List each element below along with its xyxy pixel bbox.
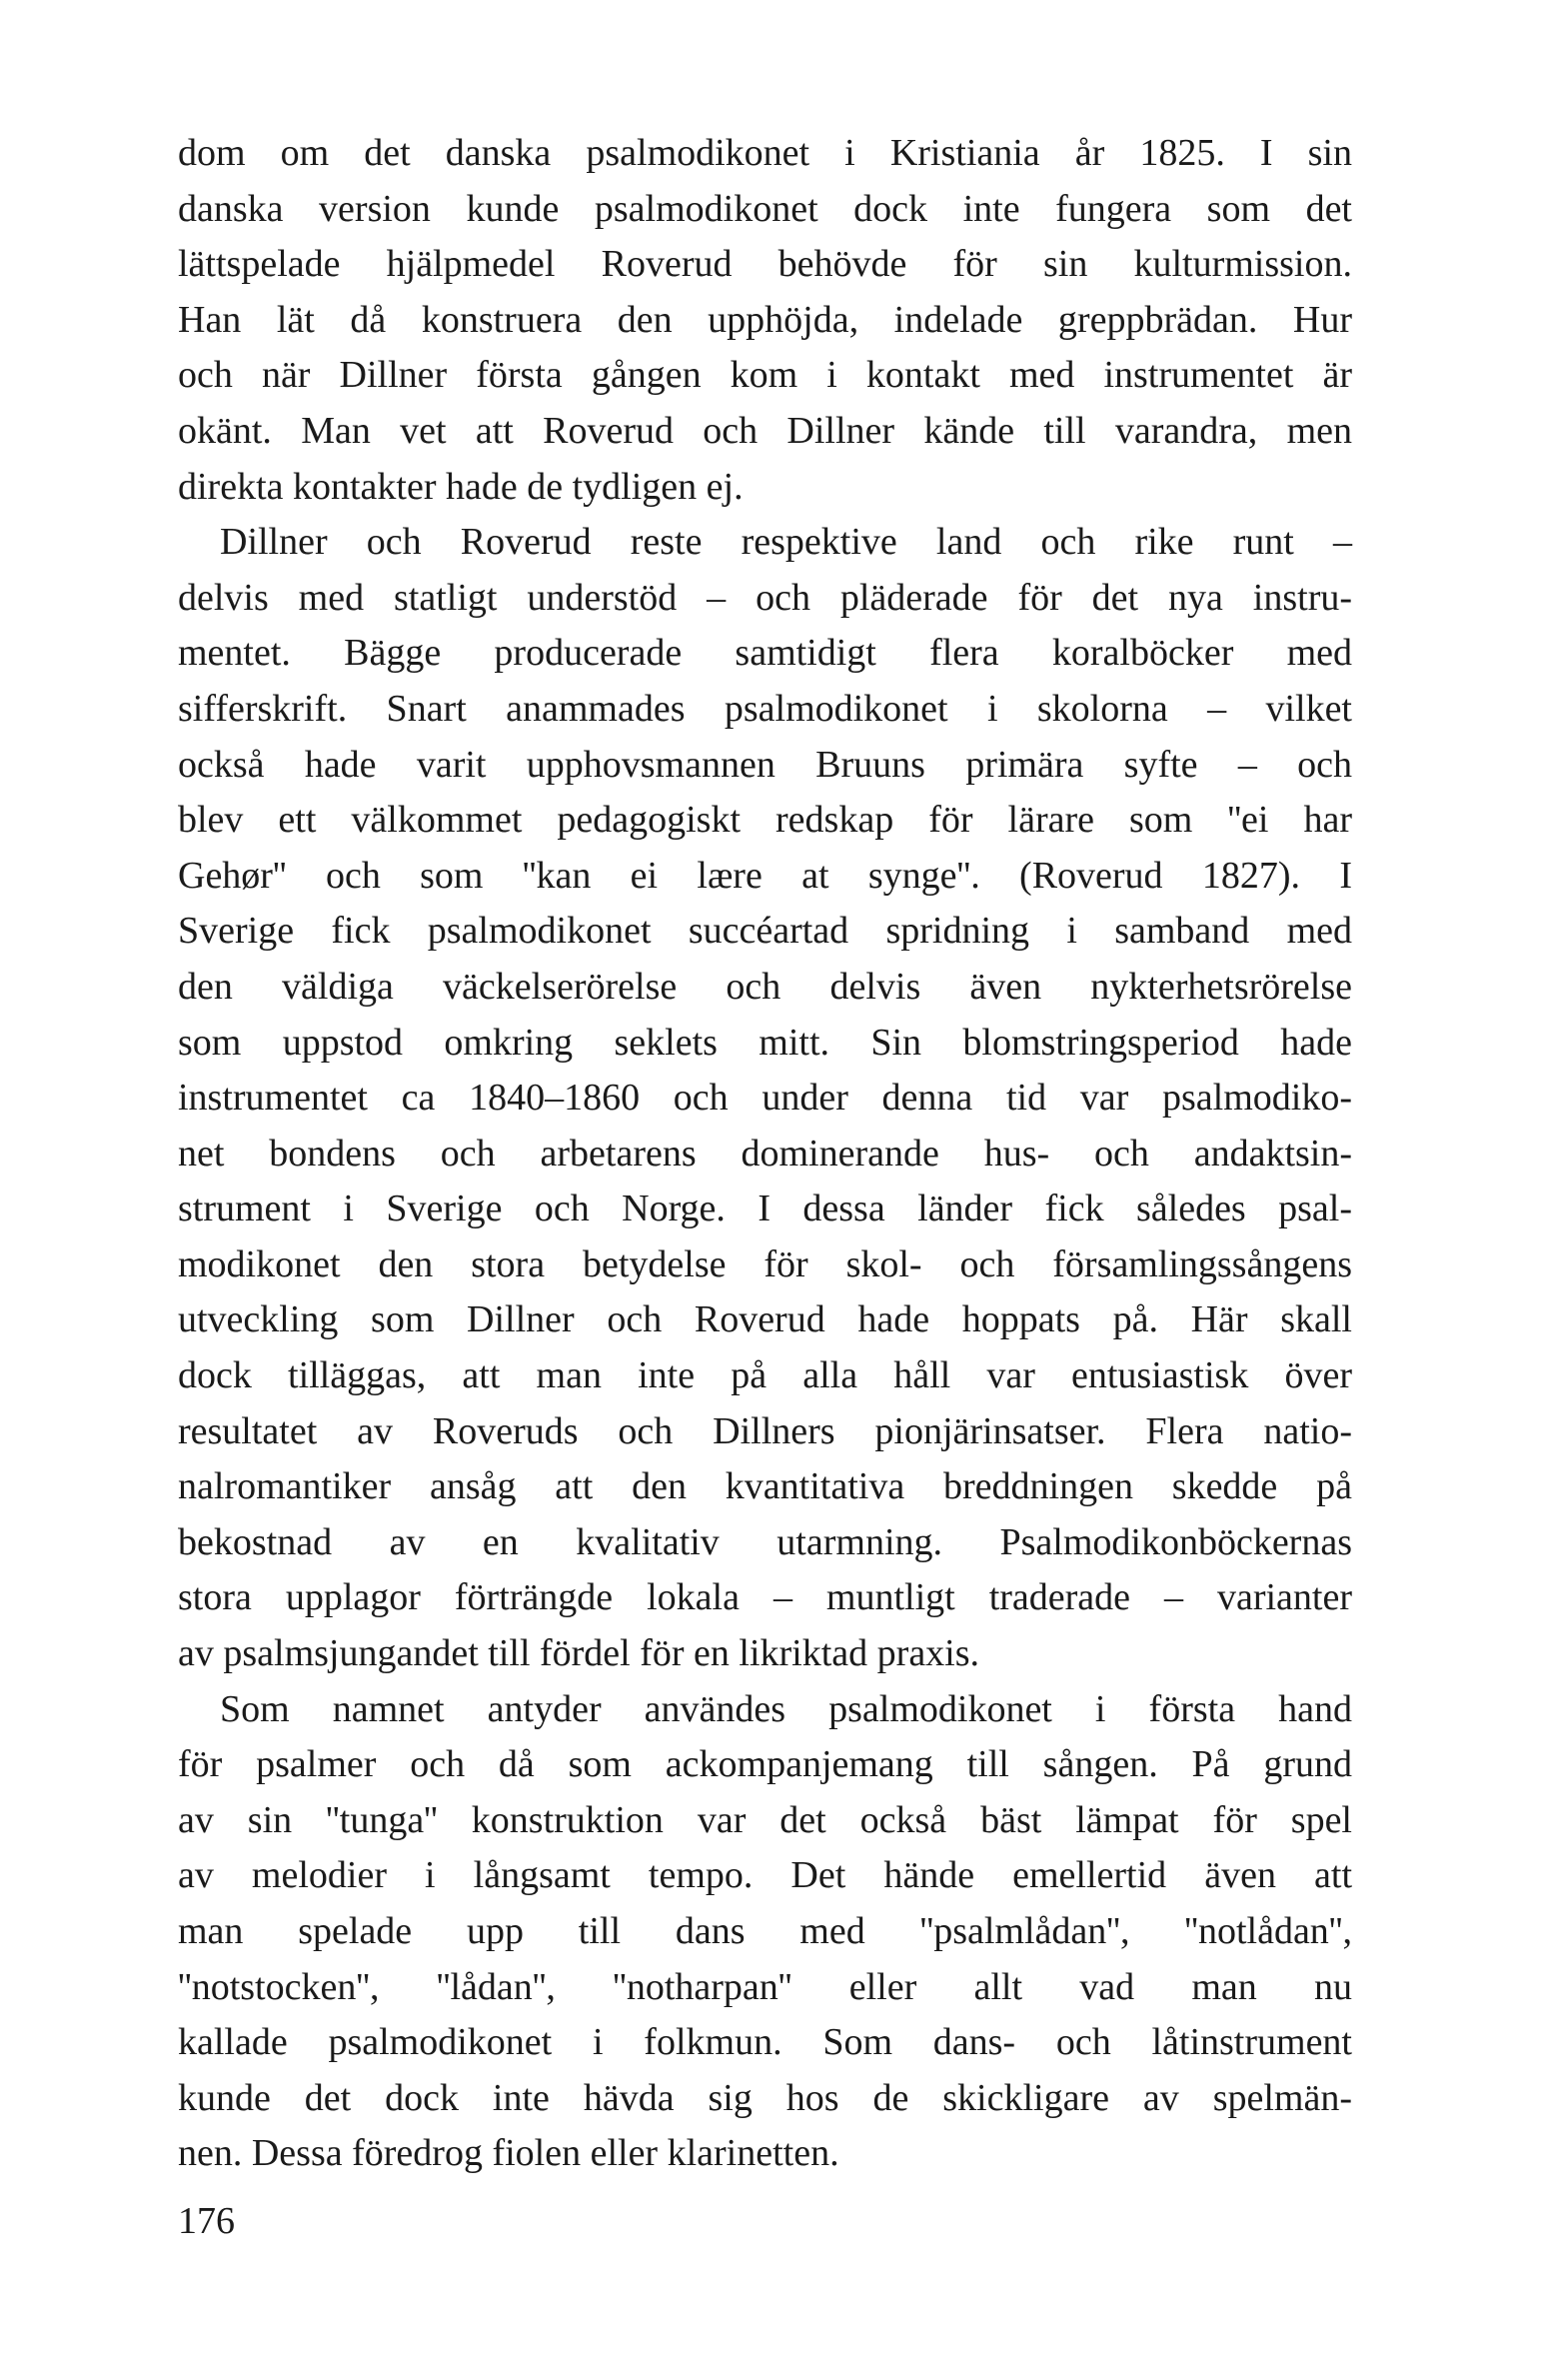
text-line: blev ett välkommet pedagogiskt redskap för lärare som ''ei har <box>178 799 1352 842</box>
text-line: mentet. Bägge producerade samtidigt flera koralböcker med <box>178 632 1352 675</box>
paragraph-2 <box>178 515 1352 1681</box>
text-line: okänt. Man vet att Roverud och Dillner kände till varandra, men <box>178 409 1352 452</box>
text-line: strument i Sverige och Norge. I dessa länder fick således psal- <box>178 1188 1352 1230</box>
text-line: Gehør'' och som ''kan ei lære at synge''. (Roverud 1827). I <box>178 854 1352 897</box>
page-number: 176 <box>178 2200 235 2242</box>
text-line: av psalmsjungandet till fördel för en likriktad praxis. <box>178 1632 980 1675</box>
text-line: av melodier i långsamt tempo. Det hände emellertid även att <box>178 1854 1352 1897</box>
text-line: Sverige fick psalmodikonet succéartad spridning i samband med <box>178 910 1352 953</box>
text-line: direkta kontakter hade de tydligen ej. <box>178 465 744 508</box>
text-line: lättspelade hjälpmedel Roverud behövde för sin kulturmission. <box>178 243 1352 286</box>
text-line: den väldiga väckelserörelse och delvis även nykterhetsrörelse <box>178 965 1352 1008</box>
text-line: sifferskrift. Snart anammades psalmodikonet i skolorna – vilket <box>178 687 1352 730</box>
text-line: Dillner och Roverud reste respektive land och rike runt – <box>220 521 1352 564</box>
text-line: av sin ''tunga'' konstruktion var det också bäst lämpat för spel <box>178 1798 1352 1841</box>
text-line: kallade psalmodikonet i folkmun. Som dans- och låtinstrument <box>178 2021 1352 2064</box>
text-line: man spelade upp till dans med ''psalmlådan'', ''notlådan'', <box>178 1910 1352 1952</box>
text-line: nen. Dessa föredrog fiolen eller klarinetten. <box>178 2132 839 2175</box>
text-line: som uppstod omkring seklets mitt. Sin blomstringsperiod hade <box>178 1021 1352 1064</box>
text-line: instrumentet ca 1840–1860 och under denna tid var psalmodiko- <box>178 1077 1352 1120</box>
text-line: nalromantiker ansåg att den kvantitativa breddningen skedde på <box>178 1465 1352 1508</box>
text-line: ''notstocken'', ''lådan'', ''notharpan'' eller allt vad man nu <box>178 1965 1352 2008</box>
text-line: kunde det dock inte hävda sig hos de skickligare av spelmän- <box>178 2076 1352 2119</box>
text-line: för psalmer och då som ackompanjemang till sången. På grund <box>178 1743 1352 1786</box>
text-line: stora upplagor förträngde lokala – muntligt traderade – varianter <box>178 1576 1352 1619</box>
text-line: Han lät då konstruera den upphöjda, indelade greppbrädan. Hur <box>178 298 1352 341</box>
text-line: också hade varit upphovsmannen Bruuns primära syfte – och <box>178 743 1352 786</box>
text-line: dock tilläggas, att man inte på alla håll var entusiastisk över <box>178 1354 1352 1397</box>
text-line: Som namnet antyder användes psalmodikonet i första hand <box>220 1687 1352 1730</box>
text-line: net bondens och arbetarens dominerande hus- och andaktsin- <box>178 1132 1352 1175</box>
paragraph-1 <box>178 126 1352 515</box>
text-line: utveckling som Dillner och Roverud hade hoppats på. Här skall <box>178 1298 1352 1341</box>
text-line: resultatet av Roveruds och Dillners pionjärinsatser. Flera natio- <box>178 1409 1352 1452</box>
text-line: delvis med statligt understöd – och pläderade för det nya instru- <box>178 576 1352 619</box>
text-line: bekostnad av en kvalitativ utarmning. Psalmodikonböckernas <box>178 1520 1352 1563</box>
text-line: danska version kunde psalmodikonet dock inte fungera som det <box>178 187 1352 230</box>
text-line: modikonet den stora betydelse för skol- och församlingssångens <box>178 1242 1352 1285</box>
text-line: och när Dillner första gången kom i kontakt med instrumentet är <box>178 354 1352 397</box>
paragraph-3 <box>178 1682 1352 2182</box>
text-line: dom om det danska psalmodikonet i Kristiania år 1825. I sin <box>178 132 1352 174</box>
document-page <box>178 126 1352 2325</box>
